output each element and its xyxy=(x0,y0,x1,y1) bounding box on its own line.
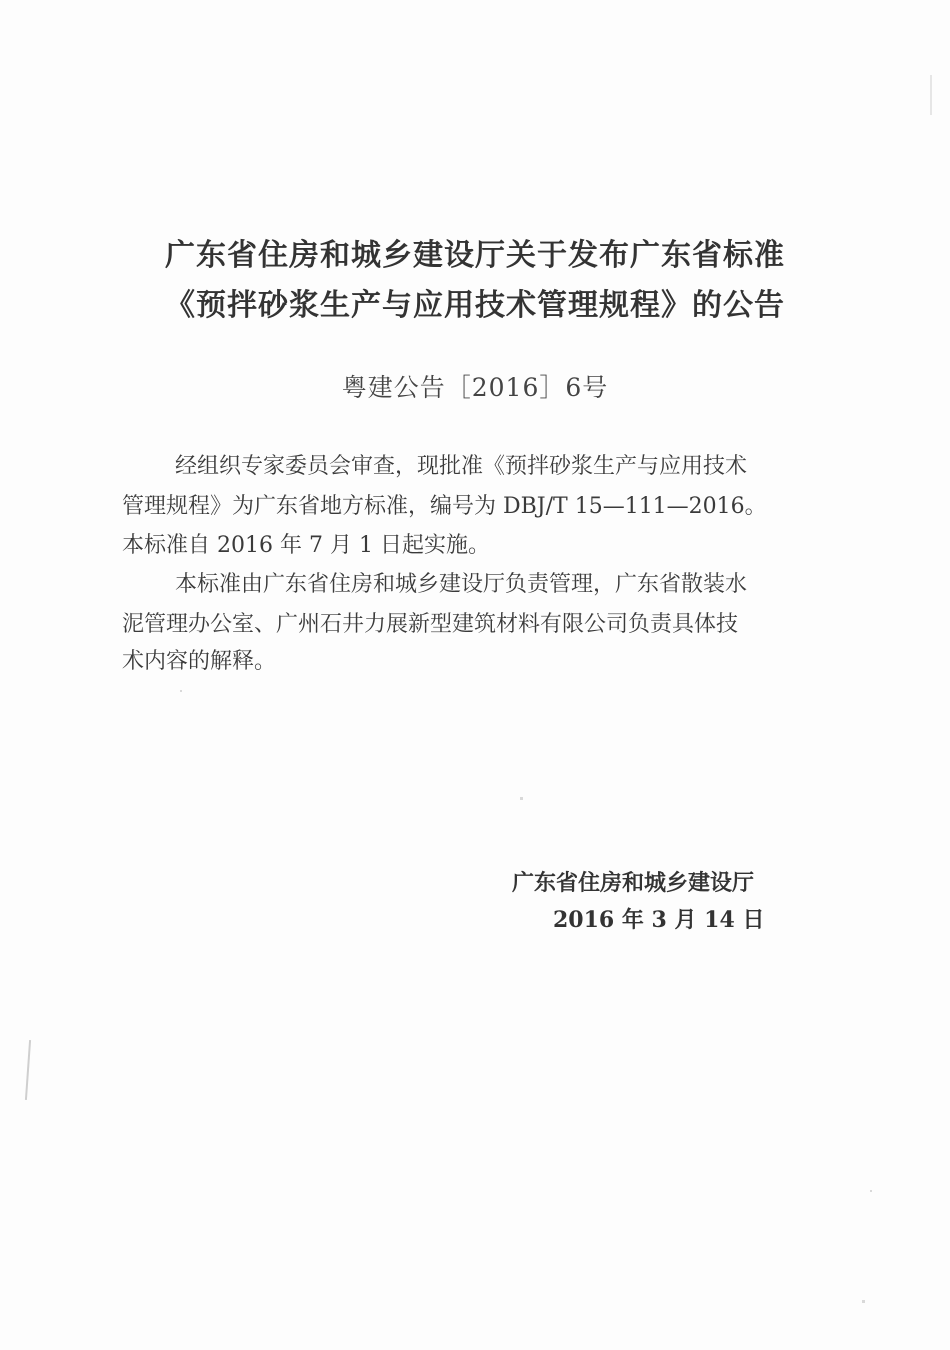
paragraph-1-line-2: 管理规程》为广东省地方标准，编号为 DBJ/T 15—111—2016。 xyxy=(122,494,767,519)
scan-speck xyxy=(930,75,932,115)
signature-organization: 广东省住房和城乡建设厅 xyxy=(512,871,755,896)
paragraph-1-line-1: 经组织专家委员会审查，现批准《预拌砂浆生产与应用技术 xyxy=(175,454,748,479)
signature-date: 2016 年 3 月 14 日 xyxy=(553,907,765,933)
announcement-title-line-1: 广东省住房和城乡建设厅关于发布广东省标准 xyxy=(165,238,785,273)
paragraph-2-line-1: 本标准由广东省住房和城乡建设厅负责管理，广东省散装水 xyxy=(175,572,748,597)
paragraph-1-line-3: 本标准自 2016 年 7 月 1 日起实施。 xyxy=(122,533,490,558)
paragraph-2-line-2: 泥管理办公室、广州石井力展新型建筑材料有限公司负责具体技 xyxy=(122,612,739,637)
announcement-title-line-2: 《预拌砂浆生产与应用技术管理规程》的公告 xyxy=(165,288,785,323)
scan-mark xyxy=(25,1040,31,1100)
paragraph-2-line-3: 术内容的解释。 xyxy=(122,649,277,674)
scan-speck xyxy=(180,690,182,692)
document-number: 粤建公告［2016］6号 xyxy=(341,373,609,402)
scan-speck xyxy=(870,1190,872,1192)
scan-speck xyxy=(520,797,523,800)
scan-speck xyxy=(862,1300,865,1303)
